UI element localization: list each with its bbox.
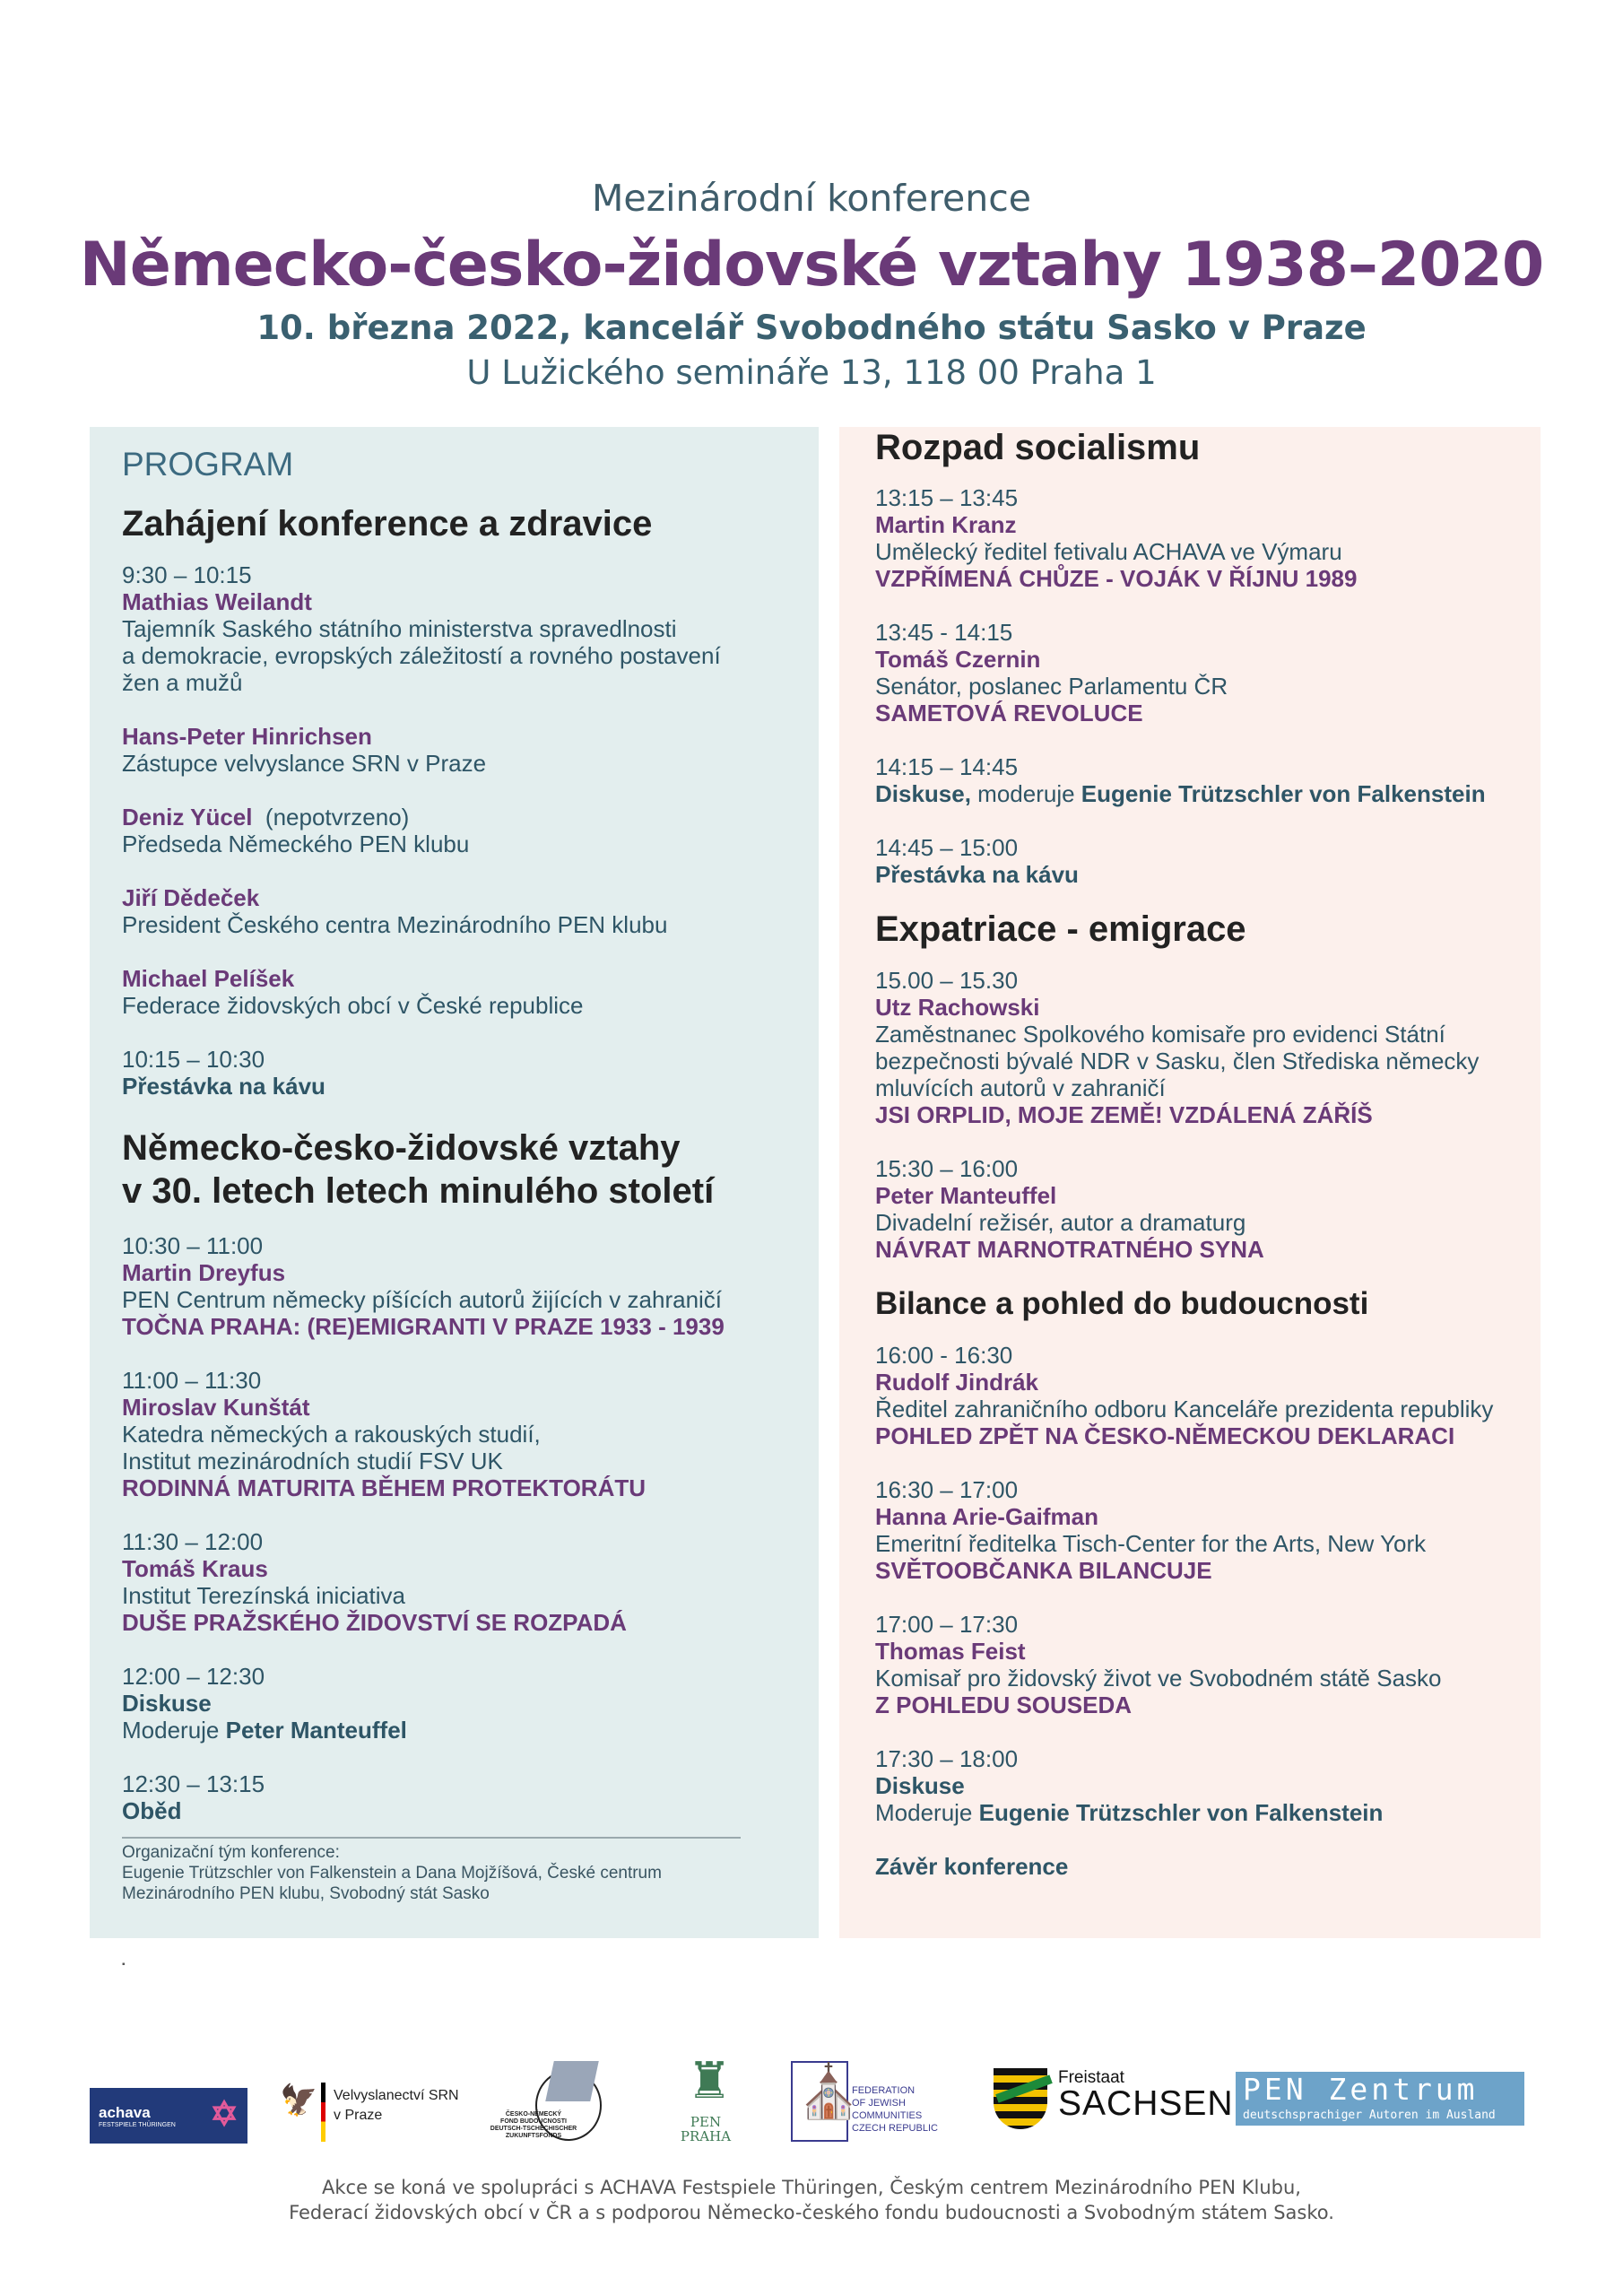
- fund-text: DEUTSCH-TSCHECHISCHER: [490, 2126, 577, 2132]
- achava-wordmark: achava: [99, 2104, 151, 2121]
- item-time: 12:00 – 12:30: [122, 1663, 265, 1690]
- moderator-prefix: moderuje: [970, 780, 1081, 807]
- program-right-column: [839, 427, 1541, 1938]
- synagogue-glyph: ⛪: [796, 2063, 862, 2121]
- section-title-socialism: Rozpad socialismu: [875, 428, 1201, 467]
- achava-subtitle: FESTSPIELE THÜRINGEN: [99, 2122, 176, 2128]
- speaker-name: Peter Manteuffel: [875, 1182, 1057, 1209]
- speaker-role: Předseda Německého PEN klubu: [122, 831, 470, 857]
- item-time: 16:00 - 16:30: [875, 1342, 1013, 1369]
- future-fund-logo: [480, 2061, 614, 2146]
- program-item: [122, 723, 819, 777]
- embassy-city: v Praze: [334, 2108, 383, 2123]
- program-item: [122, 561, 819, 696]
- moderator-name: Eugenie Trützschler von Falkenstein: [978, 1799, 1384, 1826]
- moderator-prefix: Moderuje: [875, 1799, 979, 1826]
- star-of-david-icon: ✡: [210, 2096, 239, 2134]
- program-item: [875, 1853, 1541, 1880]
- talk-title: SAMETOVÁ REVOLUCE: [875, 700, 1143, 726]
- program-item: [122, 1770, 819, 1824]
- section-title-outlook: Bilance a pohled do budoucnosti: [875, 1286, 1369, 1321]
- item-time: 17:00 – 17:30: [875, 1611, 1019, 1638]
- speaker-name: Rudolf Jindrák: [875, 1369, 1039, 1396]
- talk-title: TOČNA PRAHA: (RE)EMIGRANTI V PRAZE 1933 - 1939: [122, 1313, 725, 1340]
- section-title-emigration: Expatriace - emigrace: [875, 909, 1246, 949]
- speaker-role: bezpečnosti bývalé NDR v Sasku, člen Střediska německy: [875, 1048, 1480, 1074]
- organizers-names: Mezinárodního PEN klubu, Svobodný stát Sasko: [122, 1884, 490, 1903]
- stray-mark: ▪: [122, 1960, 126, 1970]
- speaker-role: Zástupce velvyslance SRN v Praze: [122, 750, 487, 777]
- speaker-role: Komisař pro židovský život ve Svobodném státě Sasko: [875, 1665, 1442, 1692]
- federation-text: COMMUNITIES: [852, 2110, 923, 2121]
- speaker-role: Senátor, poslanec Parlamentu ČR: [875, 673, 1228, 700]
- speaker-role: Tajemník Saského státního ministerstva spravedlnosti: [122, 615, 677, 642]
- speaker-role: mluvících autorů v zahraničí: [875, 1074, 1166, 1101]
- fund-text: ZUKUNFTSFONDS: [505, 2133, 562, 2139]
- program-item: [875, 1745, 1541, 1826]
- pen-zentrum-wordmark: PEN Zentrum: [1243, 2072, 1479, 2107]
- item-time: 11:30 – 12:00: [122, 1528, 264, 1555]
- program-item: [875, 1476, 1541, 1584]
- item-time: 15.00 – 15.30: [875, 967, 1019, 994]
- program-item: [875, 1155, 1541, 1263]
- speaker-name: Mathias Weilandt: [122, 588, 312, 615]
- talk-title: NÁVRAT MARNOTRATNÉHO SYNA: [875, 1236, 1264, 1263]
- pen-zentrum-subtitle: deutschsprachiger Autoren im Ausland: [1243, 2109, 1496, 2122]
- closing-label: Závěr konference: [875, 1853, 1069, 1880]
- speaker-role: Umělecký ředitel fetivalu ACHAVA ve Výmaru: [875, 538, 1342, 565]
- speaker-role: Divadelní režisér, autor a dramaturg: [875, 1209, 1246, 1236]
- moderator-name: Eugenie Trützschler von Falkenstein: [1081, 780, 1486, 807]
- item-time: 10:15 – 10:30: [122, 1046, 265, 1073]
- item-time: 11:00 – 11:30: [122, 1367, 262, 1394]
- partner-logos: [0, 2045, 1623, 2152]
- speaker-name: Jiří Dědeček: [122, 884, 260, 911]
- program-item: [122, 1663, 819, 1744]
- speaker-role: Katedra německých a rakouských studií,: [122, 1421, 541, 1448]
- organizers-names: Eugenie Trützschler von Falkenstein a Dana Mojžíšová, České centrum: [122, 1864, 662, 1883]
- program-item: [875, 619, 1541, 726]
- item-time: 17:30 – 18:00: [875, 1745, 1019, 1772]
- jewish-federation-logo: [791, 2061, 943, 2144]
- program-item: [875, 484, 1541, 592]
- discussion-label: Diskuse: [122, 1690, 212, 1717]
- achava-logo: [90, 2088, 247, 2144]
- speaker-role: Zaměstnanec Spolkového komisaře pro evidenci Státní: [875, 1021, 1445, 1048]
- speaker-name: Tomáš Kraus: [122, 1555, 268, 1582]
- talk-title: Z POHLEDU SOUSEDA: [875, 1692, 1133, 1718]
- fund-text: FOND BUDOUCNOSTI: [500, 2118, 567, 2125]
- confirmation-note: (nepotvrzeno): [252, 804, 410, 831]
- speaker-role: President Českého centra Mezinárodního PEN klubu: [122, 911, 668, 938]
- break-label: Přestávka na kávu: [875, 861, 1079, 888]
- item-time: 10:30 – 11:00: [122, 1232, 264, 1259]
- speaker-name: Hanna Arie-Gaifman: [875, 1503, 1098, 1530]
- speaker-name: Thomas Feist: [875, 1638, 1026, 1665]
- program-item: [122, 1528, 819, 1636]
- program-item: [122, 1046, 819, 1100]
- sachsen-logo: [994, 2068, 1234, 2140]
- item-time: 14:15 – 14:45: [875, 753, 1019, 780]
- embassy-name: Velvyslanectví SRN: [334, 2088, 459, 2103]
- speaker-role: Federace židovských obcí v České republice: [122, 992, 584, 1019]
- footer-note: Federací židovských obcí v ČR a s podporou Německo-českého fondu budoucnosti a Svobodným státem Sasko.: [289, 2202, 1334, 2223]
- speaker-role: Emeritní ředitelka Tisch-Center for the Arts, New York: [875, 1530, 1427, 1557]
- speaker-name: Utz Rachowski: [875, 994, 1040, 1021]
- item-time: 15:30 – 16:00: [875, 1155, 1019, 1182]
- speaker-name: Miroslav Kunštát: [122, 1394, 310, 1421]
- conference-title: Německo-česko-židovské vztahy 1938–2020: [79, 230, 1544, 300]
- speaker-name: Martin Kranz: [875, 511, 1017, 538]
- speaker-name: Tomáš Czernin: [875, 646, 1041, 673]
- talk-title: SVĚTOOBČANKA BILANCUJE: [875, 1557, 1212, 1584]
- eagle-icon: 🦅: [280, 2083, 318, 2118]
- sachsen-freistaat: Freistaat: [1058, 2068, 1124, 2087]
- speaker-name: Deniz Yücel: [122, 804, 253, 831]
- federation-text: CZECH REPUBLIC: [852, 2123, 938, 2134]
- item-time: 16:30 – 17:00: [875, 1476, 1019, 1503]
- discussion-label: Diskuse,: [875, 780, 971, 807]
- talk-title: VZPŘÍMENÁ CHŮZE - VOJÁK V ŘÍJNU 1989: [875, 565, 1358, 592]
- event-type: Mezinárodní konference: [591, 177, 1032, 220]
- talk-title: JSI ORPLID, MOJE ZEMĚ! VZDÁLENÁ ZÁŘÍŠ: [875, 1101, 1373, 1128]
- footer-note: Akce se koná ve spolupráci s ACHAVA Festspiele Thüringen, Českým centrem Mezinárodního PEN Klubu,: [322, 2177, 1301, 2198]
- pen-praha-logo: [674, 2054, 737, 2148]
- speaker-role: PEN Centrum německy píšících autorů žijících v zahraničí: [122, 1286, 723, 1313]
- speaker-role: Ředitel zahraničního odboru Kanceláře prezidenta republiky: [875, 1396, 1494, 1422]
- talk-title: RODINNÁ MATURITA BĚHEM PROTEKTORÁTU: [122, 1474, 647, 1501]
- program-item: [122, 965, 819, 1019]
- talk-title: DUŠE PRAŽSKÉHO ŽIDOVSTVÍ SE ROZPADÁ: [122, 1609, 627, 1636]
- speaker-name: Martin Dreyfus: [122, 1259, 286, 1286]
- item-time: 9:30 – 10:15: [122, 561, 252, 588]
- pen-zentrum-logo: [1236, 2072, 1524, 2126]
- tower-icon: ♜: [687, 2052, 733, 2109]
- discussion-label: Diskuse: [875, 1772, 965, 1799]
- program-item: [875, 1611, 1541, 1718]
- german-flag-bar: [321, 2083, 325, 2142]
- program-item: [122, 1232, 819, 1340]
- section-title-30s: [122, 1126, 819, 1213]
- organizers-label: Organizační tým konference:: [122, 1843, 340, 1862]
- break-label: Přestávka na kávu: [122, 1073, 325, 1100]
- program-item: [122, 884, 819, 938]
- federation-text: OF JEWISH: [852, 2098, 906, 2109]
- speaker-name: Hans-Peter Hinrichsen: [122, 723, 372, 750]
- date-venue: 10. března 2022, kancelář Svobodného státu Sasko v Praze: [256, 309, 1367, 347]
- speaker-role: Institut Terezínská iniciativa: [122, 1582, 405, 1609]
- sachsen-wordmark: SACHSEN: [1058, 2084, 1234, 2123]
- program-item: [122, 804, 819, 857]
- program-item: [875, 967, 1541, 1128]
- lunch-label: Oběd: [122, 1797, 182, 1824]
- fund-text: ČESKO-NĚMECKÝ: [505, 2111, 562, 2118]
- speaker-name: Michael Pelíšek: [122, 965, 295, 992]
- divider: [122, 1837, 741, 1839]
- pen-praha-text: PEN: [690, 2114, 722, 2130]
- section-title-line: v 30. letech letech minulého století: [122, 1171, 715, 1211]
- moderator-name: Peter Manteuffel: [225, 1717, 407, 1744]
- embassy-logo: [280, 2079, 486, 2142]
- speaker-role: žen a mužů: [122, 669, 243, 696]
- federation-text: FEDERATION: [852, 2085, 916, 2096]
- speaker-role: a demokracie, evropských záležitostí a rovného postavení: [122, 642, 721, 669]
- pen-praha-text: PRAHA: [680, 2128, 732, 2144]
- program-left-column: [90, 427, 819, 1938]
- program-item: [122, 1367, 819, 1501]
- item-time: 14:45 – 15:00: [875, 834, 1019, 861]
- address: U Lužického semináře 13, 118 00 Praha 1: [466, 353, 1157, 392]
- section-title-opening: Zahájení konference a zdravice: [122, 504, 653, 544]
- program-label: PROGRAM: [122, 446, 294, 483]
- section-title-line: Německo-česko-židovské vztahy: [122, 1128, 681, 1168]
- moderator-prefix: Moderuje: [122, 1717, 226, 1744]
- fund-tile-icon: [545, 2061, 599, 2101]
- program-item: [875, 834, 1541, 888]
- item-time: 13:15 – 13:45: [875, 484, 1019, 511]
- speaker-role: Institut mezinárodních studií FSV UK: [122, 1448, 503, 1474]
- program-item: [875, 753, 1541, 807]
- item-time: 12:30 – 13:15: [122, 1770, 265, 1797]
- program-item: [875, 1342, 1541, 1449]
- talk-title: POHLED ZPĚT NA ČESKO-NĚMECKOU DEKLARACI: [875, 1422, 1455, 1449]
- item-time: 13:45 - 14:15: [875, 619, 1013, 646]
